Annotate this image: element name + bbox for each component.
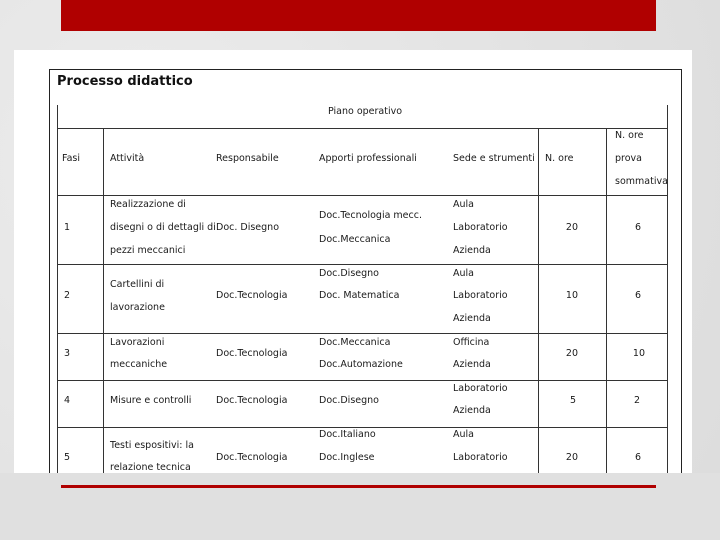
table-title: Piano operativo — [328, 106, 403, 117]
table-rule — [57, 427, 668, 428]
header-attivita: Attività — [110, 153, 145, 164]
row-sede: Laboratorio — [453, 452, 508, 463]
document-border — [49, 69, 50, 473]
row-sede: Laboratorio — [453, 222, 508, 233]
row-sede: Azienda — [453, 405, 491, 416]
row-prova: 2 — [633, 395, 640, 406]
row-attivita: Misure e controlli — [110, 395, 192, 406]
top-accent-bar — [61, 0, 656, 31]
row-sede: Laboratorio — [453, 290, 508, 301]
bottom-accent-line — [61, 485, 656, 488]
header-n-ore-prova: sommativa — [615, 176, 668, 187]
row-attivita: Lavorazioni — [110, 337, 165, 348]
row-ore: 10 — [565, 290, 578, 301]
header-n-ore: N. ore — [545, 153, 574, 164]
row-prova: 10 — [632, 348, 645, 359]
row-attivita: lavorazione — [110, 302, 165, 313]
row-apporti: Doc.Automazione — [319, 359, 403, 370]
row-attivita: Testi espositivi: la — [110, 440, 194, 451]
row-prova: 6 — [634, 452, 641, 463]
row-apporti: Doc.Disegno — [319, 395, 379, 406]
table-rule — [606, 128, 607, 473]
row-responsabile: Doc.Tecnologia — [216, 395, 288, 406]
row-apporti: Doc.Italiano — [319, 429, 376, 440]
row-ore: 20 — [565, 452, 578, 463]
row-ore: 20 — [565, 222, 578, 233]
row-apporti: Doc.Disegno — [319, 268, 379, 279]
row-ore: 5 — [569, 395, 576, 406]
header-sede: Sede e strumenti — [453, 153, 535, 164]
header-n-ore-prova: N. ore — [615, 130, 644, 141]
page-background — [0, 473, 720, 540]
table-rule — [57, 333, 668, 334]
table-rule — [57, 105, 58, 473]
row-fase: 2 — [64, 290, 71, 301]
row-ore: 20 — [565, 348, 578, 359]
row-attivita: Realizzazione di — [110, 199, 186, 210]
table-rule — [57, 128, 668, 129]
row-sede: Aula — [453, 199, 474, 210]
header-fasi: Fasi — [62, 153, 81, 164]
row-prova: 6 — [634, 290, 641, 301]
row-responsabile: Doc.Tecnologia — [216, 348, 288, 359]
row-apporti: Doc.Tecnologia mecc. — [319, 210, 422, 221]
row-sede: Aula — [453, 429, 474, 440]
row-attivita: pezzi meccanici — [110, 245, 186, 256]
row-prova: 6 — [634, 222, 641, 233]
row-sede: Azienda — [453, 359, 491, 370]
row-sede: Officina — [453, 337, 490, 348]
table-rule — [103, 128, 104, 473]
row-sede: Aula — [453, 268, 474, 279]
header-apporti: Apporti professionali — [319, 153, 417, 164]
row-apporti: Doc.Meccanica — [319, 337, 391, 348]
row-apporti: Doc.Inglese — [319, 452, 375, 463]
table-rule — [57, 195, 668, 196]
row-fase: 3 — [64, 348, 71, 359]
document-border — [681, 69, 682, 473]
row-fase: 5 — [64, 452, 71, 463]
header-n-ore-prova: prova — [615, 153, 642, 164]
row-attivita: meccaniche — [110, 359, 168, 370]
header-responsabile: Responsabile — [216, 153, 279, 164]
row-sede: Azienda — [453, 313, 491, 324]
table-rule — [538, 128, 539, 473]
row-fase: 1 — [64, 222, 71, 233]
table-rule — [57, 264, 668, 265]
row-responsabile: Doc. Disegno — [216, 222, 280, 233]
table-rule — [667, 105, 668, 473]
row-responsabile: Doc.Tecnologia — [216, 290, 288, 301]
row-apporti: Doc.Meccanica — [319, 234, 391, 245]
document-border — [49, 69, 682, 70]
row-responsabile: Doc.Tecnologia — [216, 452, 288, 463]
row-apporti: Doc. Matematica — [319, 290, 400, 301]
row-sede: Azienda — [453, 245, 491, 256]
row-attivita: Cartellini di — [110, 279, 165, 290]
row-sede: Laboratorio — [453, 383, 508, 394]
row-fase: 4 — [64, 395, 71, 406]
row-attivita: disegni o di dettagli di — [110, 222, 216, 233]
row-attivita: relazione tecnica — [110, 462, 191, 473]
document-title: Processo didattico — [57, 74, 193, 89]
table-rule — [57, 380, 668, 381]
